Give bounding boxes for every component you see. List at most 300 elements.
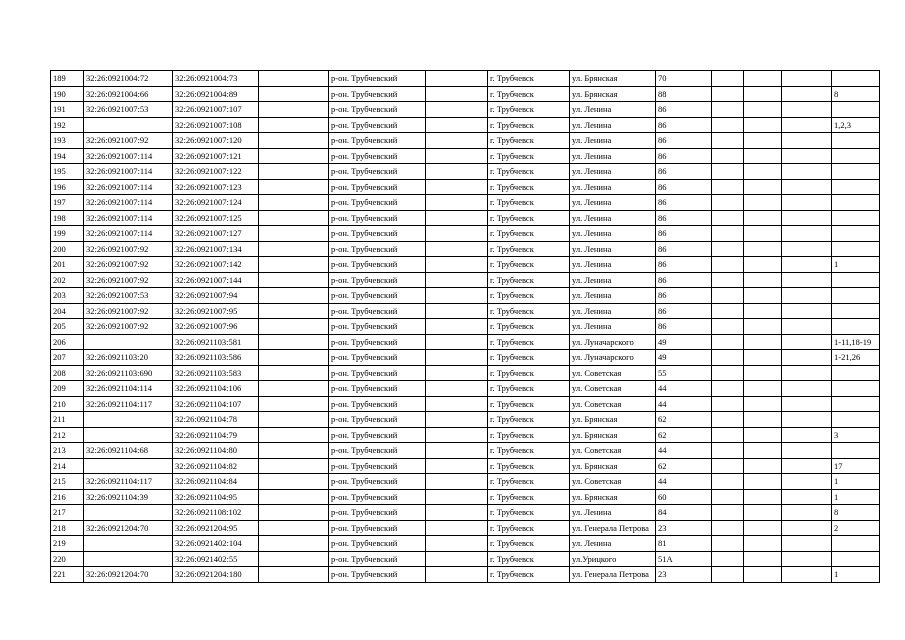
cell-city: г. Трубчевск — [488, 257, 570, 273]
cell-house-number: 49 — [656, 350, 712, 366]
cell-cadastral-number: 32:26:0921004:73 — [173, 71, 259, 87]
cell-row-number: 192 — [51, 117, 84, 133]
cell-blank-col-c — [712, 489, 744, 505]
cell-blank-col-a — [259, 272, 329, 288]
cell-blank-col-b — [426, 412, 488, 428]
cell-blank-col-b — [426, 505, 488, 521]
cell-cadastral-number: 32:26:0921007:120 — [173, 133, 259, 149]
cell-street: ул. Советская — [570, 365, 656, 381]
cell-city: г. Трубчевск — [488, 427, 570, 443]
cell-cadastral-number: 32:26:0921007:107 — [173, 102, 259, 118]
cell-blank-col-d — [744, 489, 782, 505]
cell-row-number: 190 — [51, 86, 84, 102]
cell-district: р-он. Трубчевский — [329, 195, 426, 211]
cell-cadastral-number: 32:26:0921104:82 — [173, 458, 259, 474]
cell-blank-col-b — [426, 179, 488, 195]
cell-blank-col-c — [712, 164, 744, 180]
cell-blank-col-a — [259, 489, 329, 505]
cell-blank-col-d — [744, 164, 782, 180]
cell-street: ул. Ленина — [570, 164, 656, 180]
cell-district: р-он. Трубчевский — [329, 226, 426, 242]
table-row — [51, 536, 880, 552]
cell-row-number: 205 — [51, 319, 84, 335]
cell-house-number: 86 — [656, 179, 712, 195]
cell-apartments: 1 — [832, 257, 880, 273]
cell-street: ул. Брянская — [570, 71, 656, 87]
cell-house-number: 55 — [656, 365, 712, 381]
cell-cadastral-number-parent: 32:26:0921007:114 — [84, 164, 173, 180]
cell-blank-col-a — [259, 179, 329, 195]
cell-blank-col-d — [744, 272, 782, 288]
cell-blank-col-b — [426, 86, 488, 102]
cell-city: г. Трубчевск — [488, 551, 570, 567]
table-row — [51, 288, 880, 304]
cell-cadastral-number-parent: 32:26:0921103:20 — [84, 350, 173, 366]
cell-blank-col-a — [259, 195, 329, 211]
cell-district: р-он. Трубчевский — [329, 319, 426, 335]
cell-cadastral-number-parent — [84, 551, 173, 567]
cell-blank-col-e — [782, 412, 832, 428]
table-row — [51, 195, 880, 211]
table-row — [51, 272, 880, 288]
cell-blank-col-b — [426, 551, 488, 567]
cell-city: г. Трубчевск — [488, 365, 570, 381]
cell-city: г. Трубчевск — [488, 117, 570, 133]
cell-street: ул. Ленина — [570, 272, 656, 288]
cell-cadastral-number-parent: 32:26:0921104:117 — [84, 474, 173, 490]
cell-street: ул. Ленина — [570, 117, 656, 133]
cell-house-number: 86 — [656, 319, 712, 335]
cell-house-number: 23 — [656, 520, 712, 536]
cell-apartments: 17 — [832, 458, 880, 474]
cell-blank-col-a — [259, 458, 329, 474]
cell-cadastral-number-parent — [84, 427, 173, 443]
cell-row-number: 218 — [51, 520, 84, 536]
cell-cadastral-number: 32:26:0921007:94 — [173, 288, 259, 304]
cell-blank-col-d — [744, 474, 782, 490]
cell-blank-col-c — [712, 226, 744, 242]
cell-blank-col-b — [426, 520, 488, 536]
cell-row-number: 214 — [51, 458, 84, 474]
cell-house-number: 86 — [656, 241, 712, 257]
cell-street: ул. Ленина — [570, 257, 656, 273]
table-row — [51, 86, 880, 102]
cell-blank-col-c — [712, 319, 744, 335]
cell-district: р-он. Трубчевский — [329, 133, 426, 149]
cell-blank-col-c — [712, 365, 744, 381]
cell-city: г. Трубчевск — [488, 179, 570, 195]
cell-house-number: 49 — [656, 334, 712, 350]
cell-district: р-он. Трубчевский — [329, 365, 426, 381]
cell-blank-col-b — [426, 458, 488, 474]
cell-apartments — [832, 303, 880, 319]
cell-city: г. Трубчевск — [488, 350, 570, 366]
cell-district: р-он. Трубчевский — [329, 303, 426, 319]
cell-apartments — [832, 396, 880, 412]
cell-blank-col-d — [744, 505, 782, 521]
table-row — [51, 443, 880, 459]
cell-street: ул.Урицкого — [570, 551, 656, 567]
cell-row-number: 194 — [51, 148, 84, 164]
cell-street: ул. Ленина — [570, 241, 656, 257]
cell-blank-col-d — [744, 303, 782, 319]
cell-blank-col-e — [782, 195, 832, 211]
cell-row-number: 196 — [51, 179, 84, 195]
table-row — [51, 396, 880, 412]
cell-blank-col-a — [259, 241, 329, 257]
cell-blank-col-c — [712, 257, 744, 273]
cell-blank-col-b — [426, 567, 488, 583]
table-row — [51, 148, 880, 164]
cell-district: р-он. Трубчевский — [329, 567, 426, 583]
cell-district: р-он. Трубчевский — [329, 412, 426, 428]
cell-apartments: 1 — [832, 474, 880, 490]
cell-blank-col-b — [426, 319, 488, 335]
table-row — [51, 458, 880, 474]
cell-apartments — [832, 551, 880, 567]
cell-blank-col-a — [259, 520, 329, 536]
table-body — [51, 71, 880, 583]
cell-row-number: 197 — [51, 195, 84, 211]
cell-blank-col-d — [744, 210, 782, 226]
cell-blank-col-a — [259, 133, 329, 149]
cell-street: ул. Ленина — [570, 505, 656, 521]
cell-blank-col-e — [782, 536, 832, 552]
cell-street: ул. Ленина — [570, 319, 656, 335]
cell-house-number: 81 — [656, 536, 712, 552]
cell-cadastral-number-parent: 32:26:0921007:92 — [84, 319, 173, 335]
cell-city: г. Трубчевск — [488, 272, 570, 288]
cell-apartments — [832, 365, 880, 381]
cell-blank-col-c — [712, 272, 744, 288]
cell-blank-col-b — [426, 241, 488, 257]
cell-row-number: 219 — [51, 536, 84, 552]
cell-apartments: 1-21,26 — [832, 350, 880, 366]
cell-street: ул. Ленина — [570, 288, 656, 304]
cell-row-number: 215 — [51, 474, 84, 490]
cell-blank-col-b — [426, 102, 488, 118]
cell-blank-col-b — [426, 148, 488, 164]
cell-cadastral-number-parent: 32:26:0921104:114 — [84, 381, 173, 397]
cell-blank-col-c — [712, 117, 744, 133]
cell-district: р-он. Трубчевский — [329, 257, 426, 273]
cell-blank-col-b — [426, 195, 488, 211]
cell-apartments — [832, 71, 880, 87]
cell-blank-col-c — [712, 520, 744, 536]
cell-row-number: 198 — [51, 210, 84, 226]
cell-cadastral-number-parent: 32:26:0921103:690 — [84, 365, 173, 381]
cell-blank-col-b — [426, 303, 488, 319]
cell-blank-col-c — [712, 427, 744, 443]
cell-city: г. Трубчевск — [488, 412, 570, 428]
cell-row-number: 201 — [51, 257, 84, 273]
cell-row-number: 199 — [51, 226, 84, 242]
cell-street: ул. Советская — [570, 443, 656, 459]
cell-city: г. Трубчевск — [488, 458, 570, 474]
cell-blank-col-b — [426, 381, 488, 397]
table-row — [51, 133, 880, 149]
cell-apartments — [832, 102, 880, 118]
cell-city: г. Трубчевск — [488, 396, 570, 412]
cell-blank-col-c — [712, 551, 744, 567]
cell-house-number: 86 — [656, 226, 712, 242]
cell-cadastral-number-parent: 32:26:0921007:114 — [84, 179, 173, 195]
cell-city: г. Трубчевск — [488, 86, 570, 102]
cell-blank-col-d — [744, 241, 782, 257]
cell-apartments — [832, 381, 880, 397]
cell-city: г. Трубчевск — [488, 148, 570, 164]
cell-house-number: 86 — [656, 133, 712, 149]
cell-cadastral-number-parent: 32:26:0921007:114 — [84, 210, 173, 226]
cell-blank-col-a — [259, 334, 329, 350]
cell-district: р-он. Трубчевский — [329, 117, 426, 133]
cell-row-number: 204 — [51, 303, 84, 319]
cell-cadastral-number: 32:26:0921402:104 — [173, 536, 259, 552]
cell-house-number: 86 — [656, 210, 712, 226]
cell-house-number: 44 — [656, 396, 712, 412]
cell-blank-col-e — [782, 365, 832, 381]
cell-blank-col-e — [782, 288, 832, 304]
cell-blank-col-e — [782, 257, 832, 273]
cell-blank-col-b — [426, 288, 488, 304]
cell-house-number: 51А — [656, 551, 712, 567]
cell-house-number: 86 — [656, 303, 712, 319]
cell-blank-col-a — [259, 71, 329, 87]
cell-city: г. Трубчевск — [488, 489, 570, 505]
table-row — [51, 241, 880, 257]
cell-blank-col-b — [426, 133, 488, 149]
cell-blank-col-a — [259, 443, 329, 459]
cell-blank-col-e — [782, 443, 832, 459]
cell-cadastral-number: 32:26:0921103:581 — [173, 334, 259, 350]
cell-cadastral-number: 32:26:0921004:89 — [173, 86, 259, 102]
cell-blank-col-d — [744, 288, 782, 304]
cell-blank-col-c — [712, 536, 744, 552]
cell-blank-col-c — [712, 133, 744, 149]
cell-street: ул. Ленина — [570, 195, 656, 211]
cell-blank-col-e — [782, 319, 832, 335]
cell-blank-col-e — [782, 334, 832, 350]
cell-cadastral-number: 32:26:0921007:108 — [173, 117, 259, 133]
cell-blank-col-d — [744, 350, 782, 366]
cell-cadastral-number: 32:26:0921007:144 — [173, 272, 259, 288]
cell-house-number: 44 — [656, 474, 712, 490]
cell-street: ул. Брянская — [570, 86, 656, 102]
cell-city: г. Трубчевск — [488, 195, 570, 211]
cell-blank-col-e — [782, 520, 832, 536]
cell-apartments — [832, 148, 880, 164]
cell-cadastral-number: 32:26:0921104:84 — [173, 474, 259, 490]
cell-district: р-он. Трубчевский — [329, 71, 426, 87]
cell-district: р-он. Трубчевский — [329, 458, 426, 474]
cell-house-number: 70 — [656, 71, 712, 87]
cell-cadastral-number: 32:26:0921007:122 — [173, 164, 259, 180]
cell-blank-col-d — [744, 148, 782, 164]
table-row — [51, 102, 880, 118]
cell-district: р-он. Трубчевский — [329, 381, 426, 397]
cell-house-number: 86 — [656, 272, 712, 288]
cell-city: г. Трубчевск — [488, 474, 570, 490]
cell-blank-col-a — [259, 396, 329, 412]
cell-cadastral-number-parent: 32:26:0921004:72 — [84, 71, 173, 87]
cell-district: р-он. Трубчевский — [329, 536, 426, 552]
cell-blank-col-e — [782, 272, 832, 288]
cell-cadastral-number: 32:26:0921103:583 — [173, 365, 259, 381]
cell-district: р-он. Трубчевский — [329, 489, 426, 505]
cell-city: г. Трубчевск — [488, 303, 570, 319]
table-row — [51, 350, 880, 366]
cell-city: г. Трубчевск — [488, 241, 570, 257]
cell-blank-col-c — [712, 412, 744, 428]
cell-cadastral-number: 32:26:0921007:96 — [173, 319, 259, 335]
cell-street: ул. Советская — [570, 474, 656, 490]
cell-cadastral-number-parent: 32:26:0921007:92 — [84, 241, 173, 257]
cell-blank-col-b — [426, 257, 488, 273]
cell-blank-col-d — [744, 536, 782, 552]
cell-blank-col-a — [259, 257, 329, 273]
cell-house-number: 86 — [656, 257, 712, 273]
cell-row-number: 216 — [51, 489, 84, 505]
cell-cadastral-number-parent: 32:26:0921204:70 — [84, 520, 173, 536]
cell-district: р-он. Трубчевский — [329, 210, 426, 226]
cell-blank-col-b — [426, 71, 488, 87]
cell-apartments: 8 — [832, 505, 880, 521]
cell-street: ул. Ленина — [570, 102, 656, 118]
cell-apartments: 1 — [832, 489, 880, 505]
cell-blank-col-e — [782, 489, 832, 505]
cell-blank-col-b — [426, 350, 488, 366]
cell-blank-col-b — [426, 489, 488, 505]
cell-blank-col-a — [259, 505, 329, 521]
cell-blank-col-e — [782, 396, 832, 412]
cell-blank-col-d — [744, 567, 782, 583]
cell-house-number: 62 — [656, 458, 712, 474]
cell-apartments — [832, 443, 880, 459]
table-row — [51, 71, 880, 87]
cell-city: г. Трубчевск — [488, 567, 570, 583]
cell-street: ул. Ленина — [570, 148, 656, 164]
cell-blank-col-a — [259, 102, 329, 118]
cell-row-number: 191 — [51, 102, 84, 118]
cell-city: г. Трубчевск — [488, 288, 570, 304]
cell-district: р-он. Трубчевский — [329, 334, 426, 350]
cell-blank-col-b — [426, 210, 488, 226]
cell-blank-col-d — [744, 226, 782, 242]
cell-blank-col-e — [782, 458, 832, 474]
cell-blank-col-c — [712, 458, 744, 474]
cell-row-number: 220 — [51, 551, 84, 567]
cell-row-number: 209 — [51, 381, 84, 397]
cell-blank-col-e — [782, 381, 832, 397]
cell-blank-col-b — [426, 474, 488, 490]
cell-cadastral-number-parent — [84, 536, 173, 552]
cell-blank-col-e — [782, 567, 832, 583]
cell-house-number: 86 — [656, 195, 712, 211]
cell-street: ул. Ленина — [570, 133, 656, 149]
cell-cadastral-number: 32:26:0921007:124 — [173, 195, 259, 211]
cell-blank-col-d — [744, 520, 782, 536]
cell-row-number: 213 — [51, 443, 84, 459]
cell-blank-col-a — [259, 226, 329, 242]
cell-street: ул. Советская — [570, 381, 656, 397]
cell-house-number: 23 — [656, 567, 712, 583]
cell-cadastral-number-parent: 32:26:0921007:53 — [84, 102, 173, 118]
cell-cadastral-number-parent: 32:26:0921007:92 — [84, 133, 173, 149]
cell-blank-col-a — [259, 117, 329, 133]
cell-blank-col-d — [744, 551, 782, 567]
cell-blank-col-a — [259, 381, 329, 397]
cell-city: г. Трубчевск — [488, 334, 570, 350]
cell-blank-col-d — [744, 458, 782, 474]
cell-district: р-он. Трубчевский — [329, 86, 426, 102]
cell-blank-col-d — [744, 365, 782, 381]
cell-house-number: 86 — [656, 164, 712, 180]
cell-blank-col-a — [259, 365, 329, 381]
cell-blank-col-b — [426, 443, 488, 459]
cell-cadastral-number-parent: 32:26:0921004:66 — [84, 86, 173, 102]
cell-cadastral-number: 32:26:0921104:107 — [173, 396, 259, 412]
cell-blank-col-d — [744, 133, 782, 149]
cell-row-number: 189 — [51, 71, 84, 87]
cell-apartments — [832, 210, 880, 226]
table-row — [51, 520, 880, 536]
cell-cadastral-number: 32:26:0921007:127 — [173, 226, 259, 242]
cell-cadastral-number-parent: 32:26:0921007:92 — [84, 257, 173, 273]
cell-district: р-он. Трубчевский — [329, 164, 426, 180]
cell-apartments — [832, 536, 880, 552]
cell-cadastral-number-parent: 32:26:0921007:92 — [84, 303, 173, 319]
cell-blank-col-e — [782, 551, 832, 567]
cell-blank-col-c — [712, 210, 744, 226]
cell-city: г. Трубчевск — [488, 536, 570, 552]
cell-blank-col-c — [712, 303, 744, 319]
cell-blank-col-a — [259, 86, 329, 102]
cell-blank-col-c — [712, 179, 744, 195]
cell-apartments — [832, 164, 880, 180]
cell-apartments — [832, 226, 880, 242]
cell-blank-col-d — [744, 334, 782, 350]
cell-blank-col-b — [426, 272, 488, 288]
cell-street: ул. Брянская — [570, 489, 656, 505]
cell-street: ул. Ленина — [570, 536, 656, 552]
cell-house-number: 88 — [656, 86, 712, 102]
table-row — [51, 210, 880, 226]
cell-cadastral-number: 32:26:0921104:80 — [173, 443, 259, 459]
table-row — [51, 381, 880, 397]
cell-cadastral-number: 32:26:0921204:95 — [173, 520, 259, 536]
cell-street: ул. Луначарского — [570, 350, 656, 366]
cell-street: ул. Брянская — [570, 427, 656, 443]
cell-cadastral-number-parent: 32:26:0921007:92 — [84, 272, 173, 288]
table-row — [51, 257, 880, 273]
cell-blank-col-a — [259, 164, 329, 180]
cell-row-number: 211 — [51, 412, 84, 428]
cell-cadastral-number: 32:26:0921104:95 — [173, 489, 259, 505]
cell-cadastral-number-parent: 32:26:0921007:53 — [84, 288, 173, 304]
cell-blank-col-d — [744, 412, 782, 428]
cell-row-number: 200 — [51, 241, 84, 257]
cell-district: р-он. Трубчевский — [329, 102, 426, 118]
cell-city: г. Трубчевск — [488, 381, 570, 397]
table-row — [51, 489, 880, 505]
cell-blank-col-e — [782, 303, 832, 319]
cell-blank-col-b — [426, 334, 488, 350]
cell-blank-col-a — [259, 412, 329, 428]
table-row — [51, 567, 880, 583]
cell-blank-col-e — [782, 474, 832, 490]
cell-district: р-он. Трубчевский — [329, 288, 426, 304]
cell-blank-col-e — [782, 133, 832, 149]
